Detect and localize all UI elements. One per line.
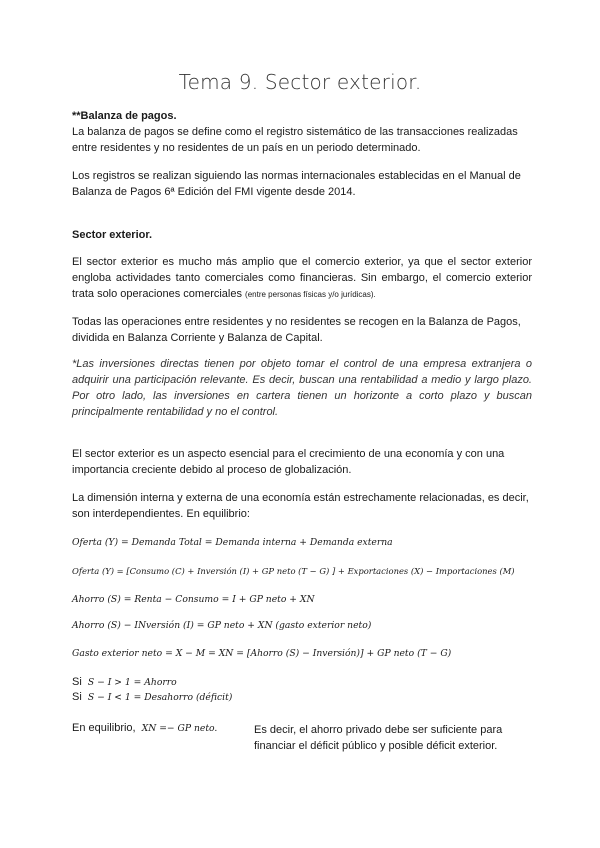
condition-desahorro-expr: S − I < 1 = Desahorro (déficit) [87,692,233,703]
equilibrio-label-text: En equilibrio, [72,722,136,734]
balanza-paragraph-1: La balanza de pagos se define como el registro sistemático de las transacciones realizadas entre residentes y no residentes de un país en un periodo determinado. [72,126,518,154]
condition-desahorro [72,691,232,703]
balanza-heading: **Balanza de pagos. [72,110,177,122]
equation-gasto-exterior: Gasto exterior neto = X − M = XN = [Ahorro (S) − Inversión)] + GP neto (T − G) [72,648,452,659]
equation-ahorro: Ahorro (S) = Renta − Consumo = I + GP neto + XN [72,594,315,605]
condition-ahorro [72,676,177,688]
sector-heading: Sector exterior. [72,229,153,241]
sector-paragraph-3: El sector exterior es un aspecto esencial para el crecimiento de una economía y con una importancia creciente debido al proceso de globalización. [72,448,505,476]
sector-paragraph-2: Todas las operaciones entre residentes y no residentes se recogen en la Balanza de Pagos, dividida en Balanza Corriente y Balanza de Capital. [72,316,521,344]
equation-oferta-componentes: Oferta (Y) = [Consumo (C) + Inversión (I) + GP neto (T − G) ] + Exportaciones (X) − Importaciones (M) [72,566,515,576]
sector-paragraph-4: La dimensión interna y externa de una economía están estrechamente relacionadas, es decir, son interdependientes. En equilibrio: [72,492,529,520]
equilibrio-label [72,722,217,734]
page-title: Tema 9. Sector exterior. [178,70,422,94]
sector-paragraph-1-text: El sector exterior es mucho más amplio que el comercio exterior, ya que el sector exterior engloba actividades tanto comerciales como financieras. Sin embargo, el comercio exterior trata solo operaciones comerciales [72,256,532,300]
equation-ahorro-inversion: Ahorro (S) − INversión (I) = GP neto + XN (gasto exterior neto) [72,620,372,631]
investment-note: *Las inversiones directas tienen por objeto tomar el control de una empresa extranjera o adquirir una participación relevante. Es decir, buscan una rentabilidad a medio y largo plazo. Por otro lado, las inversiones en cartera tienen un horizonte a corto plazo y buscan principalmente rentabilidad y no el control. [72,358,532,418]
condition-ahorro-prefix: Si [72,676,82,688]
equilibrio-text: Es decir, el ahorro privado debe ser suficiente para financiar el déficit público y posible déficit exterior. [254,724,503,752]
balanza-paragraph-2: Los registros se realizan siguiendo las normas internacionales establecidas en el Manual de Balanza de Pagos 6ª Edición del FMI vigente desde 2014. [72,170,521,198]
equation-oferta-demanda: Oferta (Y) = Demanda Total = Demanda interna + Demanda externa [72,537,393,548]
equilibrio-expr: XN =− GP neto. [141,723,218,734]
condition-desahorro-prefix: Si [72,691,82,703]
sector-paragraph-1-note: (entre personas físicas y/o jurídicas). [245,290,376,299]
sector-paragraph-1 [72,254,532,303]
condition-ahorro-expr: S − I > 1 = Ahorro [87,677,177,688]
